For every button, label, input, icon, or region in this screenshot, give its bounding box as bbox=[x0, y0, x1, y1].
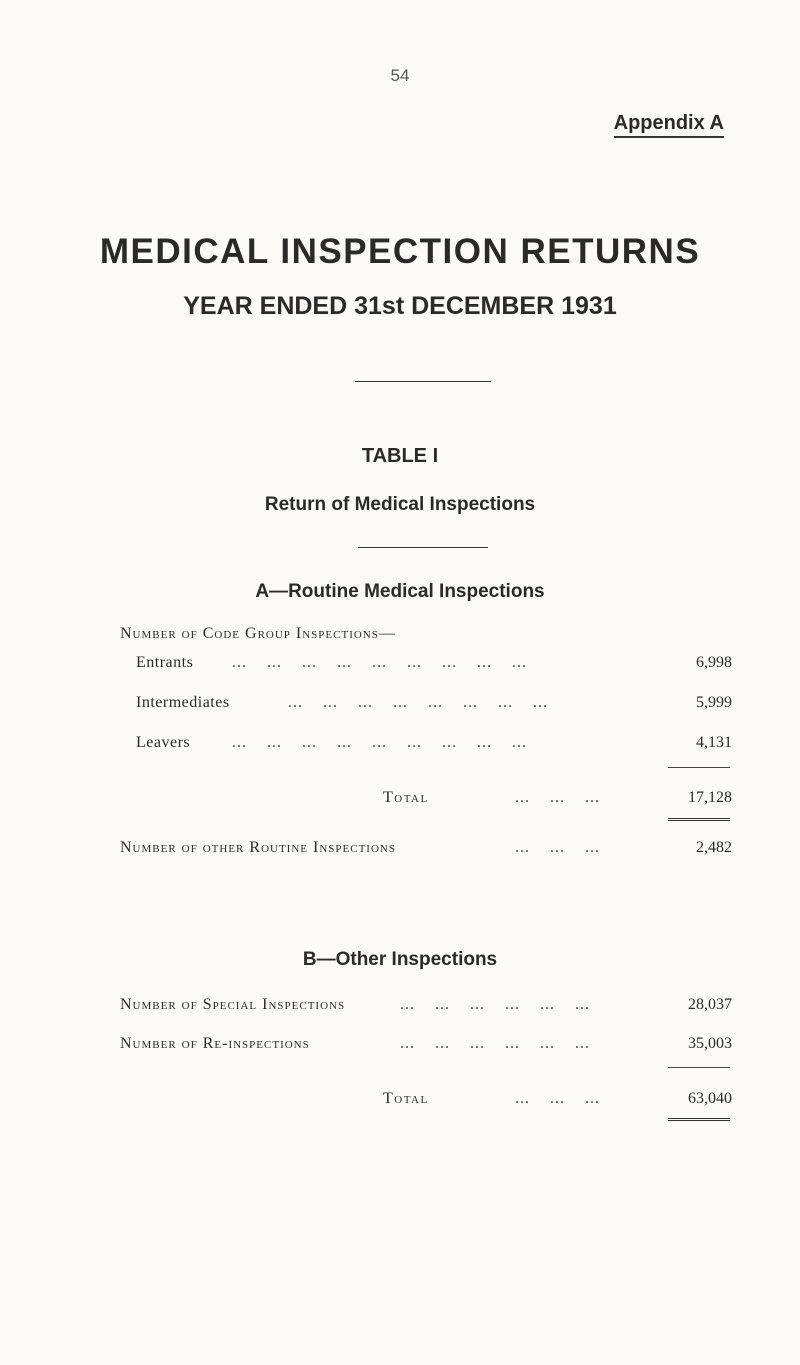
row-value: 35,003 bbox=[688, 1035, 732, 1052]
divider-middle bbox=[358, 547, 488, 548]
leader-dots: ... ... ... ... ... ... ... ... ... bbox=[232, 734, 527, 751]
leader-dots: ... ... ... ... ... ... bbox=[400, 1035, 590, 1052]
row-label: Number of Special Inspections bbox=[120, 996, 346, 1013]
appendix-label: Appendix A bbox=[614, 112, 724, 138]
leader-dots: ... ... ... bbox=[515, 789, 600, 806]
table-row bbox=[0, 734, 800, 756]
total-value: 17,128 bbox=[688, 789, 732, 806]
row-label: Entrants bbox=[136, 654, 194, 671]
row-value: 5,999 bbox=[696, 694, 732, 711]
row-label: Leavers bbox=[136, 734, 191, 751]
leader-dots: ... ... ... ... ... ... bbox=[400, 996, 590, 1013]
total-rule bbox=[668, 1118, 730, 1121]
total-rule bbox=[668, 818, 730, 821]
section-b-heading: B—Other Inspections bbox=[302, 949, 498, 970]
table-row bbox=[0, 839, 800, 861]
table-title: TABLE I bbox=[361, 445, 439, 467]
leader-dots: ... ... ... bbox=[515, 1090, 600, 1107]
page-number: 54 bbox=[390, 66, 410, 85]
table-row bbox=[0, 654, 800, 676]
row-label: Number of other Routine Inspections bbox=[120, 839, 396, 856]
total-label: Total bbox=[383, 789, 429, 806]
table-subtitle: Return of Medical Inspections bbox=[264, 494, 536, 515]
row-value: 2,482 bbox=[696, 839, 732, 856]
subtotal-rule bbox=[668, 767, 730, 768]
total-label: Total bbox=[383, 1090, 429, 1107]
table-row bbox=[0, 1035, 800, 1057]
leader-dots: ... ... ... ... ... ... ... ... bbox=[288, 694, 548, 711]
total-row bbox=[0, 789, 800, 811]
leader-dots: ... ... ... bbox=[515, 839, 600, 856]
group-label-row bbox=[0, 625, 800, 647]
subtotal-rule bbox=[668, 1067, 730, 1068]
document-subtitle: YEAR ENDED 31st DECEMBER 1931 bbox=[183, 292, 617, 320]
table-row bbox=[0, 996, 800, 1018]
table-row bbox=[0, 694, 800, 716]
section-a-heading: A—Routine Medical Inspections bbox=[255, 581, 545, 602]
row-value: 4,131 bbox=[696, 734, 732, 751]
row-label: Number of Re-inspections bbox=[120, 1035, 310, 1052]
group-label: Number of Code Group Inspections— bbox=[120, 625, 396, 642]
row-value: 6,998 bbox=[696, 654, 732, 671]
leader-dots: ... ... ... ... ... ... ... ... ... bbox=[232, 654, 527, 671]
divider-top bbox=[355, 381, 491, 382]
row-value: 28,037 bbox=[688, 996, 732, 1013]
row-label: Intermediates bbox=[136, 694, 230, 711]
document-title: MEDICAL INSPECTION RETURNS bbox=[99, 232, 701, 271]
total-row bbox=[0, 1090, 800, 1112]
total-value: 63,040 bbox=[688, 1090, 732, 1107]
